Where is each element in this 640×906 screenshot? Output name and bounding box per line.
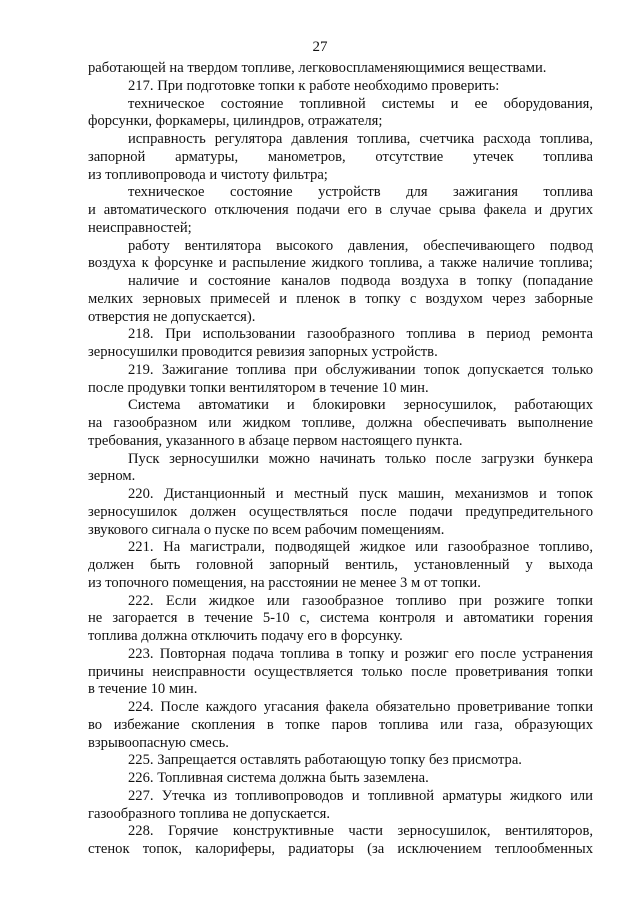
page-number: 27: [312, 39, 328, 55]
text-line: 219. Зажигание топлива при обслуживании топок допускается только: [128, 361, 593, 378]
text-line: 222. Если жидкое или газообразное топливо при розжиге топки: [128, 592, 593, 609]
text-line: звукового сигнала о пуске по всем рабочим помещениям.: [88, 521, 445, 538]
text-line: 225. Запрещается оставлять работающую топку без присмотра.: [128, 752, 522, 769]
text-line: зерносушилки проводится ревизия запорных устройств.: [88, 344, 438, 360]
text-line: работающей на твердом топливе, легковоспламеняющимися веществами.: [88, 60, 547, 76]
text-line: техническое состояние топливной системы и ее оборудования,: [128, 95, 593, 112]
text-line: в течение 10 мин.: [88, 681, 198, 698]
text-line: должен быть головной запорный вентиль, установленный у выхода: [88, 557, 593, 573]
text-line: наличие и состояние каналов подвода воздуха в топку (попадание: [128, 273, 593, 289]
text-line: 217. При подготовке топки к работе необходимо проверить:: [128, 77, 500, 94]
text-line: на газообразном или жидком топливе, должна обеспечивать выполнение: [88, 415, 593, 431]
text-line: 227. Утечка из топливопроводов и топливной арматуры жидкого или: [128, 787, 593, 804]
text-line: мелких зерновых примесей и пленок в топку с воздухом через заборные: [88, 290, 593, 307]
text-line: после продувки топки вентилятором в течение 10 мин.: [88, 379, 429, 396]
text-line: и автоматического отключения подачи его в случае срыва факела и других: [88, 202, 593, 218]
text-line: из топливопровода и чистоту фильтра;: [88, 166, 328, 183]
text-line: воздуха к форсунке и распыление жидкого топлива, а также наличие топлива;: [88, 255, 593, 272]
text-line: требования, указанного в абзаце первом настоящего пункта.: [88, 432, 463, 449]
text-line: работу вентилятора высокого давления, обеспечивающего подвод: [128, 237, 593, 254]
text-line: 218. При использовании газообразного топлива в период ремонта: [128, 326, 593, 343]
text-line: неисправностей;: [88, 219, 192, 236]
text-line: 223. Повторная подача топлива в топку и розжиг его после устранения: [128, 645, 593, 662]
text-line: причины неисправности осуществляется только после проветривания топки: [88, 663, 593, 680]
text-line: не загорается в течение 5-10 с, система контроля и автоматики горения: [88, 610, 593, 627]
text-line: 221. На магистрали, подводящей жидкое или газообразное топливо,: [128, 539, 593, 556]
text-line: топлива должна отключить подачу его в форсунку.: [88, 628, 403, 644]
document-body: [88, 60, 593, 859]
text-line: 224. После каждого угасания факела обязательно проветривание топки: [128, 699, 593, 715]
text-line: форсунки, форкамеры, цилиндров, отражателя;: [88, 113, 383, 130]
text-line: 220. Дистанционный и местный пуск машин, механизмов и топок: [128, 486, 593, 502]
text-line: из топочного помещения, на расстоянии не менее 3 м от топки.: [88, 574, 481, 591]
text-line: исправность регулятора давления топлива, счетчика расхода топлива,: [128, 131, 593, 147]
text-line: газообразного топлива не допускается.: [88, 805, 331, 822]
text-line: зерносушилок должен осуществляться после подачи предупредительного: [88, 503, 593, 520]
text-line: Пуск зерносушилки можно начинать только после загрузки бункера: [128, 450, 593, 467]
text-line: отверстия не допускается).: [88, 308, 256, 325]
text-line: 226. Топливная система должна быть заземлена.: [128, 770, 429, 786]
text-line: во избежание скопления в топке паров топлива или газа, образующих: [88, 716, 593, 733]
text-line: запорной арматуры, манометров, отсутствие утечек топлива: [88, 148, 593, 165]
text-line: взрывоопасную смесь.: [88, 734, 229, 751]
text-line: стенок топок, калориферы, радиаторы (за исключением теплообменных: [88, 841, 593, 857]
text-line: 228. Горячие конструктивные части зерносушилок, вентиляторов,: [128, 823, 593, 840]
text-line: Система автоматики и блокировки зерносушилок, работающих: [128, 397, 593, 414]
text-line: зерном.: [88, 468, 136, 485]
text-line: техническое состояние устройств для зажигания топлива: [128, 184, 593, 201]
